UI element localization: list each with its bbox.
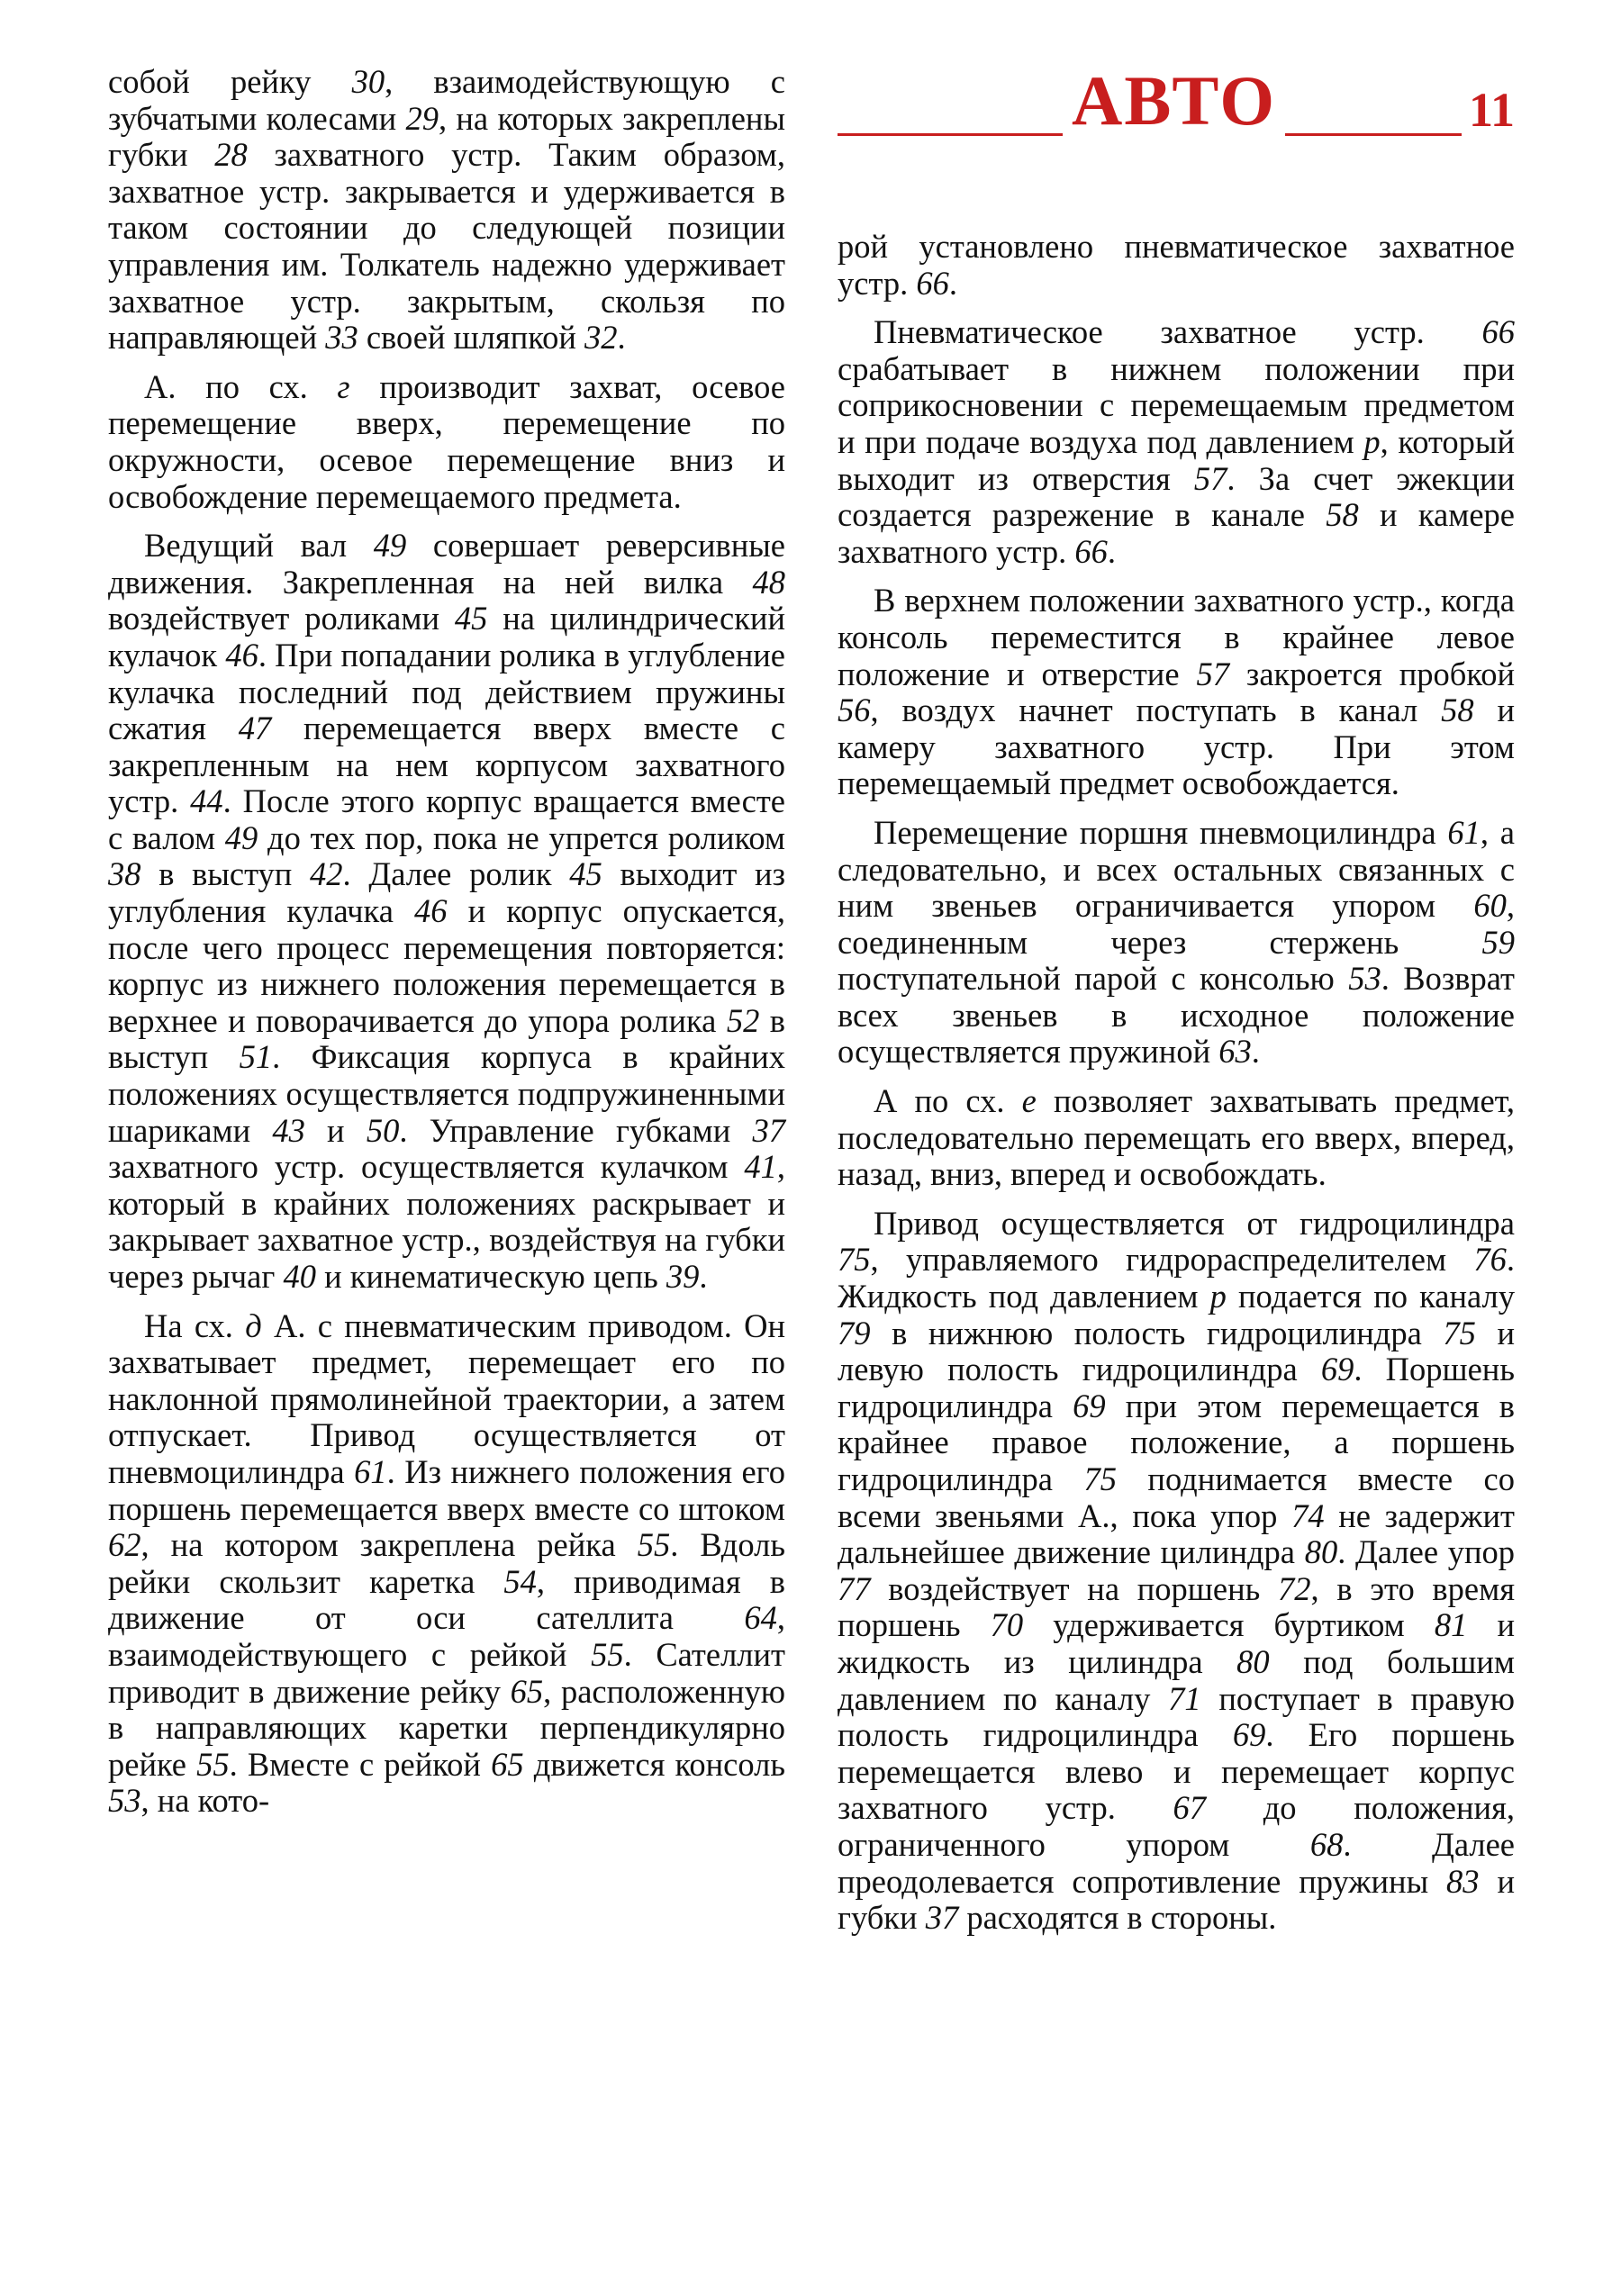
figure-reference: 74	[1291, 1496, 1325, 1534]
figure-reference: 32	[584, 319, 618, 357]
figure-reference: 67	[1173, 1789, 1207, 1827]
figure-reference: 56	[838, 692, 871, 729]
figure-reference: г	[337, 367, 350, 405]
figure-reference: 57	[1196, 655, 1229, 692]
figure-reference: 79	[838, 1314, 871, 1351]
figure-reference: 58	[1441, 692, 1474, 729]
figure-reference: 70	[990, 1606, 1024, 1644]
figure-reference: 69	[1073, 1387, 1106, 1424]
figure-reference: 53	[108, 1782, 141, 1820]
figure-reference: 57	[1193, 459, 1227, 497]
figure-reference: 52	[726, 1001, 760, 1039]
figure-reference: 42	[310, 855, 343, 893]
figure-reference: 63	[1218, 1033, 1252, 1071]
figure-reference: 46	[225, 636, 258, 673]
figure-reference: 83	[1446, 1862, 1480, 1900]
figure-reference: 37	[752, 1111, 785, 1149]
figure-reference: 75	[1083, 1460, 1117, 1497]
figure-reference: 29	[405, 99, 439, 137]
figure-reference: 71	[1168, 1679, 1201, 1717]
figure-reference: 43	[272, 1111, 305, 1149]
figure-reference: 72	[1278, 1569, 1311, 1607]
paragraph: Пневматическое захватное устр. 66 срабатывает в нижнем положении при соприкосновении с перемещаемым предметом и при подаче воздуха под давлением р, который выходит из отверстия 57. За счет эжекции создается разрежение в канале 58 и камере захватного устр. 66.	[838, 313, 1515, 570]
figure-reference: 75	[838, 1241, 871, 1279]
figure-reference: 76	[1473, 1241, 1507, 1279]
figure-reference: 64	[744, 1599, 777, 1637]
paragraph: Ведущий вал 49 совершает реверсивные движения. Закрепленная на ней вилка 48 воздействует роликами 45 на цилиндрический кулачок 46. При попадании ролика в углубление кулачка последний под действием пружины сжатия 47 перемещается вверх вместе с закрепленным на нем корпусом захватного устр. 44. После этого корпус вращается вместе с валом 49 до тех пор, пока не упрется роликом 38 в выступ 42. Далее ролик 45 выходит из углубления кулачка 46 и корпус опускается, после чего процесс перемещения повторяется: корпус из нижнего положения перемещается в верхнее и поворачивается до упора ролика 52 в выступ 51. Фиксация корпуса в крайних положениях осуществляется подпружиненными шариками 43 и 50. Управление губками 37 захватного устр. осуществляется кулачком 41, который в крайних положениях раскрывает и закрывает захватное устр., воздействуя на губки через рычаг 40 и кинематическую цепь 39.	[108, 527, 786, 1295]
figure-reference: 46	[414, 892, 448, 930]
figure-reference: 40	[283, 1258, 316, 1295]
figure-reference: 61	[1447, 813, 1481, 851]
figure-reference: 49	[373, 527, 407, 565]
figure-reference: 38	[108, 855, 141, 893]
figure-reference: 65	[510, 1672, 544, 1710]
figure-reference: 81	[1434, 1606, 1468, 1644]
figure-reference: 69	[1320, 1351, 1354, 1388]
figure-reference: 66	[1481, 313, 1515, 351]
figure-reference: 55	[591, 1635, 624, 1673]
figure-reference: 60	[1473, 887, 1507, 925]
figure-reference: 77	[838, 1569, 871, 1607]
figure-reference: 28	[214, 136, 248, 174]
figure-reference: 75	[1443, 1314, 1476, 1351]
paragraph: Перемещение поршня пневмоцилиндра 61, а следовательно, и всех остальных связанных с ним звеньев ограничивается упором 60, соединенным через стержень 59 поступательной парой с консолью 53. Возврат всех звеньев в исходное положение осуществляется пружиной 63.	[838, 813, 1516, 1071]
figure-reference: 68	[1309, 1825, 1344, 1863]
figure-reference: 47	[238, 710, 272, 747]
paragraph: На сх. д А. с пневматическим приводом. Он захватывает предмет, перемещает его по наклонной прямолинейной траектории, а затем отпускает. Привод осуществляется от пневмоцилиндра 61. Из нижнего положения его поршень перемещается вверх вместе со штоком 62, на котором закреплена рейка 55. Вдоль рейки скользит каретка 54, приводимая в движение от оси сателлита 64, взаимодействующего с рейкой 55. Сателлит приводит в движение рейку 65, расположенную в направляющих каретки перпендикулярно рейке 55. Вместе с рейкой 65 движется консоль 53, на кото-	[108, 1306, 786, 1820]
figure-reference: 66	[1074, 532, 1108, 570]
figure-reference: 39	[666, 1258, 700, 1295]
page-number: 11	[1462, 83, 1515, 137]
figure-reference: 55	[196, 1745, 230, 1783]
paragraph: В верхнем положении захватного устр., когда консоль переместится в крайнее левое положение и отверстие 57 закроется пробкой 56, воздух начнет поступать в канал 58 и камеру захватного устр. При этом перемещаемый предмет освобождается.	[838, 582, 1516, 802]
figure-reference: е	[1021, 1082, 1037, 1120]
figure-reference: 59	[1481, 923, 1515, 961]
figure-reference: д	[245, 1306, 262, 1344]
figure-reference: 66	[916, 264, 949, 302]
figure-reference: 58	[1326, 496, 1359, 534]
figure-reference: р	[1363, 422, 1381, 460]
figure-reference: 33	[325, 319, 358, 357]
figure-reference: 53	[1348, 960, 1381, 998]
figure-reference: р	[1209, 1278, 1227, 1315]
left-column	[108, 64, 785, 2252]
figure-reference: 37	[925, 1899, 959, 1937]
figure-reference: 51	[239, 1038, 273, 1076]
page-header	[838, 63, 1515, 153]
figure-reference: 49	[224, 818, 258, 856]
paragraph: собой рейку 30, взаимодействующую с зубчатыми колесами 29, на которых закреплены губки 28 захватного устр. Таким образом, захватное устр. закрывается и удерживается в таком состоянии до следующей позиции управления им. Толкатель надежно удерживает захватное устр. закрытым, скользя по направляющей 33 своей шляпкой 32.	[108, 63, 785, 357]
figure-reference: 54	[503, 1562, 537, 1600]
figure-reference: 48	[752, 563, 785, 601]
figure-reference: 45	[454, 600, 488, 637]
paragraph: рой установлено пневматическое захватное устр. 66.	[838, 228, 1515, 302]
figure-reference: 30	[351, 63, 385, 100]
paragraph: А. по сх. г производит захват, осевое перемещение вверх, перемещение по окружности, осевое перемещение вниз и освобождение перемещаемого предмета.	[108, 367, 785, 515]
figure-reference: 55	[637, 1526, 671, 1564]
figure-reference: 65	[491, 1745, 524, 1783]
figure-reference: 44	[190, 782, 223, 820]
header-title: АВТО	[1063, 63, 1285, 139]
paragraph: Привод осуществляется от гидроцилиндра 75, управляемого гидрораспределителем 76. Жидкость под давлением р подается по каналу 79 в нижнюю полость гидроцилиндра 75 и левую полость гидроцилиндра 69. Поршень гидроцилиндра 69 при этом перемещается в крайнее правое положение, а поршень гидроцилиндра 75 поднимается вместе со всеми звеньями А., пока упор 74 не задержит дальнейшее движение цилиндра 80. Далее упор 77 воздействует на поршень 72, в это время поршень 70 удерживается буртиком 81 и жидкость из цилиндра 80 под большим давлением по каналу 71 поступает в правую полость гидроцилиндра 69. Его поршень перемещается влево и перемещает корпус захватного устр. 67 до положения, ограниченного упором 68. Далее преодолевается сопротивление пружины 83 и губки 37 расходятся в стороны.	[838, 1204, 1516, 1937]
figure-reference: 50	[366, 1111, 400, 1149]
right-column	[838, 229, 1515, 2255]
figure-reference: 80	[1236, 1642, 1270, 1680]
paragraph: А по сх. е позволяет захватывать предмет, последовательно перемещать его вверх, вперед, назад, вниз, вперед и освобождать.	[838, 1082, 1515, 1193]
figure-reference: 80	[1304, 1533, 1338, 1571]
figure-reference: 69	[1232, 1716, 1266, 1754]
figure-reference: 61	[354, 1452, 387, 1490]
figure-reference: 45	[569, 855, 602, 893]
figure-reference: 41	[744, 1148, 777, 1186]
figure-reference: 62	[108, 1526, 141, 1564]
